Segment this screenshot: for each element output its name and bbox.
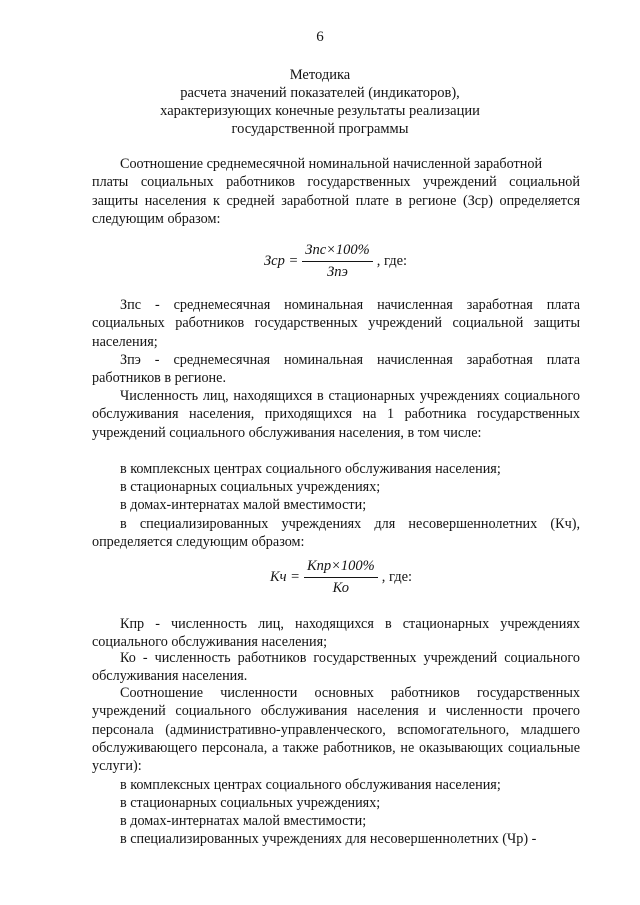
definition-kpr-text: Кпр - численность лиц, находящихся в стационарных учреждениях социального обслуживания населения; xyxy=(92,616,580,651)
ratio1-last xyxy=(92,515,580,552)
title-line-1: Методика xyxy=(289,67,351,83)
formula-kch-fraction xyxy=(304,558,378,597)
ratio1-item-3: в домах-интернатах малой вместимости; xyxy=(120,497,367,513)
ratio2-last xyxy=(92,830,580,848)
formula-zsr xyxy=(264,242,407,281)
definition-zpe xyxy=(92,351,580,388)
definition-zps-text: Зпс - среднемесячная номинальная начисленная заработная плата социальных работников государственных учреждений социальной защиты населения; xyxy=(92,297,580,350)
page-number: 6 xyxy=(316,29,324,45)
formula-kch-lhs: Кч = xyxy=(270,569,300,585)
intro-first-line: Соотношение среднемесячной номинальной начисленной заработной xyxy=(120,156,543,172)
formula-zsr-fraction xyxy=(302,242,372,281)
ratio2-paragraph xyxy=(92,684,580,775)
intro-rest: платы социальных работников государственных учреждений социальной защиты населения к средней заработной плате в регионе (Зср) определяется следующим образом: xyxy=(92,174,580,227)
title-line-3: характеризующих конечные результаты реализации xyxy=(160,103,480,119)
ratio1-item-1: в комплексных центрах социального обслуживания населения; xyxy=(120,461,501,477)
ratio2-item-2: в стационарных социальных учреждениях; xyxy=(120,795,381,811)
formula-kch-denominator: Ко xyxy=(332,580,349,596)
ratio2-item-1: в комплексных центрах социального обслуживания населения; xyxy=(120,777,501,793)
formula-kch xyxy=(270,558,412,597)
definition-zpe-text: Зпэ - среднемесячная номинальная начисленная заработная плата работников в регионе. xyxy=(92,352,580,387)
intro-paragraph xyxy=(92,155,580,228)
definition-ko xyxy=(92,649,580,686)
ratio2-text: Соотношение численности основных работников государственных учреждений социального обслуживания населения и численности прочего персонала (административно-управленческого, вспомогательного, младшего обслуживающего персонала, а также работников, не оказывающих социальные услуги): xyxy=(92,685,580,775)
formula-kch-numerator: Кпр×100% xyxy=(304,558,378,578)
ratio1-paragraph xyxy=(92,387,580,442)
document-title xyxy=(0,66,640,138)
ratio2-last-text: в специализированных учреждениях для несовершеннолетних (Чр) - xyxy=(120,831,537,847)
definition-kpr xyxy=(92,615,580,652)
ratio1-last-text: в специализированных учреждениях для несовершеннолетних (Кч), определяется следующим образом: xyxy=(92,516,580,551)
ratio1-item-2: в стационарных социальных учреждениях; xyxy=(120,479,381,495)
formula-zsr-lhs: Зср = xyxy=(264,253,299,269)
definition-ko-text: Ко - численность работников государственных учреждений социального обслуживания населения. xyxy=(92,650,580,685)
formula-zsr-tail: , где: xyxy=(376,253,408,269)
formula-zsr-denominator: Зпэ xyxy=(327,264,348,280)
title-line-4: государственной программы xyxy=(231,121,409,137)
definition-zps xyxy=(92,296,580,351)
title-line-2: расчета значений показателей (индикаторов), xyxy=(180,85,460,101)
ratio1-text: Численность лиц, находящихся в стационарных учреждениях социального обслуживания населения, приходящихся на 1 работника государственных учреждений социального обслуживания населения, в том числе: xyxy=(92,388,580,441)
ratio2-item-3: в домах-интернатах малой вместимости; xyxy=(120,813,367,829)
formula-zsr-numerator: Зпс×100% xyxy=(302,242,372,262)
formula-kch-tail: , где: xyxy=(381,569,413,585)
